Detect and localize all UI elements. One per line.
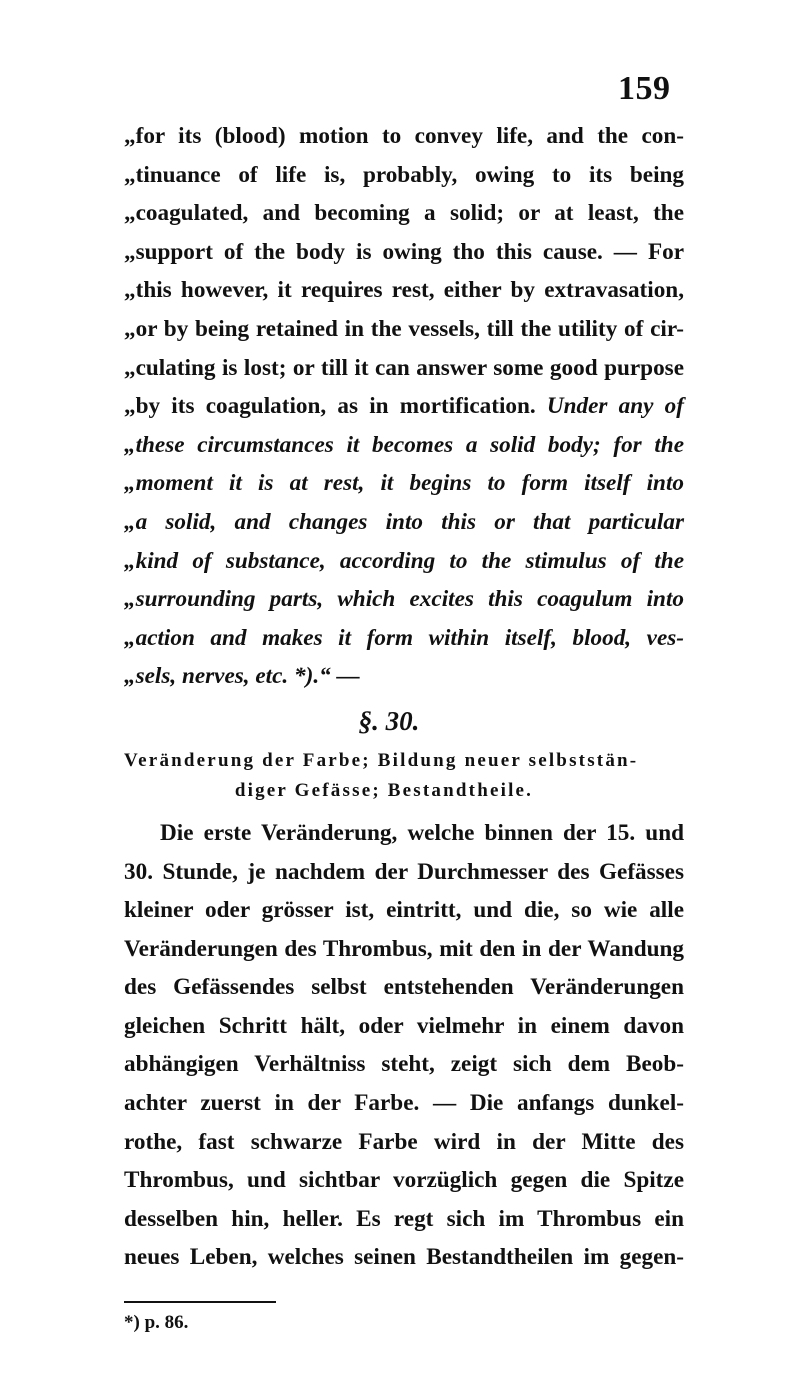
paragraph-line: 30. Stunde, je nachdem der Durchmesser des Gefässes <box>124 858 684 885</box>
paragraph-line: Veränderungen des Thrombus, mit den in der Wandung <box>124 935 684 962</box>
paragraph-line: Die erste Veränderung, welche binnen der 15. und <box>160 819 684 846</box>
paragraph-line: kleiner oder grösser ist, eintritt, und die, so wie alle <box>124 897 684 924</box>
quote-line: „tinuance of life is, probably, owing to its being <box>124 161 684 188</box>
quote-line-italic: „moment it is at rest, it begins to form itself into <box>124 470 684 497</box>
section-number: §. 30. <box>358 705 420 736</box>
section-title: Veränderung der Farbe; Bildung neuer selbststän- <box>124 749 639 771</box>
quote-line-italic: „these circumstances it becomes a solid body; for the <box>124 431 684 458</box>
quote-line: „this however, it requires rest, either by extravasation, <box>124 277 684 304</box>
paragraph-line: Thrombus, und sichtbar vorzüglich gegen die Spitze <box>124 1167 684 1194</box>
body-text <box>124 117 684 1277</box>
quote-line-italic: „action and makes it form within itself, blood, ves- <box>124 624 684 651</box>
footnote: *) p. 86. <box>124 1312 189 1333</box>
paragraph-line: abhängigen Verhältniss steht, zeigt sich dem Beob- <box>124 1051 684 1078</box>
paragraph-line: achter zuerst in der Farbe. — Die anfangs dunkel- <box>124 1090 684 1117</box>
quote-line-italic: „surrounding parts, which excites this coagulum into <box>124 586 684 613</box>
section-title: diger Gefässe; Bestandtheile. <box>234 779 534 801</box>
quote-line: „or by being retained in the vessels, till the utility of cir- <box>124 315 684 342</box>
paragraph-line: desselben hin, heller. Es regt sich im Thrombus ein <box>124 1205 684 1232</box>
quote-line-italic: „kind of substance, according to the stimulus of the <box>124 547 684 574</box>
quote-line-italic: „a solid, and changes into this or that particular <box>124 508 684 535</box>
quote-line: „culating is lost; or till it can answer some good purpose <box>124 354 684 381</box>
quote-line: „for its (blood) motion to convey life, and the con- <box>124 123 684 149</box>
paragraph-line: rothe, fast schwarze Farbe wird in der Mitte des <box>124 1128 684 1155</box>
quote-line: „coagulated, and becoming a solid; or at least, the <box>124 200 684 227</box>
footnote-rule <box>124 1301 276 1303</box>
paragraph-line: neues Leben, welches seinen Bestandtheilen im gegen- <box>124 1244 684 1271</box>
paragraph-line: des Gefässendes selbst entstehenden Veränderungen <box>124 974 684 1001</box>
quote-line: „support of the body is owing tho this cause. — For <box>124 238 684 265</box>
quote-line-italic: „sels, nerves, etc. *).“ — <box>124 663 360 690</box>
quote-roman-part: „by its coagulation, as in mortification. <box>124 393 536 420</box>
quote-italic-part: Under any of <box>546 393 685 420</box>
paragraph-line: gleichen Schritt hält, oder vielmehr in einem davon <box>124 1012 684 1039</box>
page-number: 159 <box>618 70 671 107</box>
quote-line-mixed <box>124 387 684 426</box>
